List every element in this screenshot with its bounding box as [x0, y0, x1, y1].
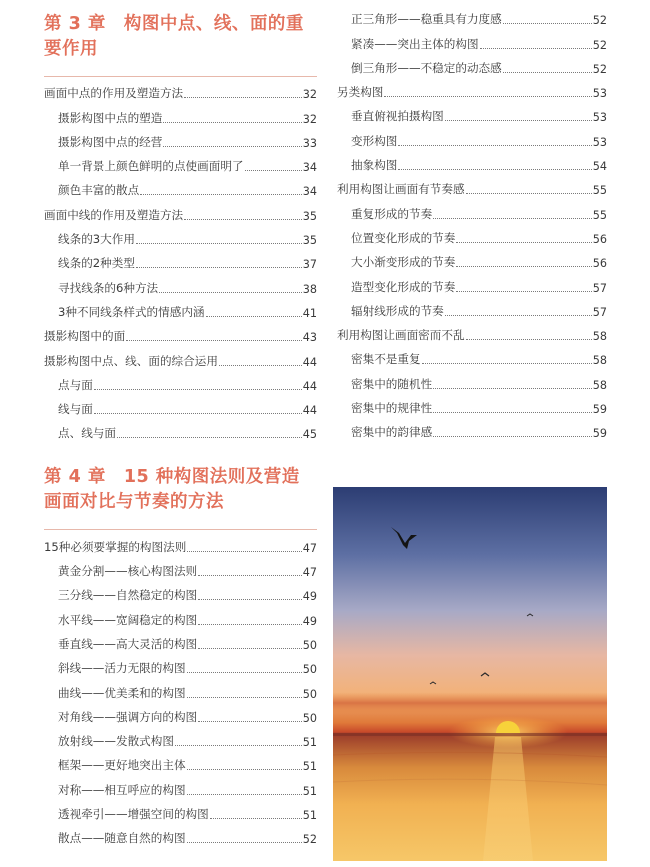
- chapter-4-title-line1: 第 4 章 15 种构图法则及营造: [44, 467, 300, 488]
- sunset-illustration: [333, 487, 607, 861]
- toc-entry-title: 垂直俯视拍摄构图: [351, 109, 444, 124]
- toc-entry-title: 曲线——优美柔和的构图: [58, 685, 186, 700]
- sky: [333, 487, 607, 861]
- toc-entry: [44, 126, 317, 150]
- toc-entry: [337, 3, 607, 27]
- toc-entry: [44, 555, 317, 579]
- toc-entry: [44, 198, 317, 222]
- toc-entry-title: 寻找线条的6种方法: [58, 280, 159, 295]
- toc-leader-dots: [163, 121, 301, 123]
- toc-page-number: 58: [592, 378, 607, 392]
- toc-entry-title: 单一背景上颜色鲜明的点使画面明了: [58, 159, 244, 174]
- toc-page-number: 32: [302, 88, 317, 102]
- toc-entry-title: 线与面: [58, 402, 93, 417]
- toc-page-number: 55: [592, 208, 607, 222]
- toc-leader-dots: [198, 574, 302, 576]
- toc-page-number: 45: [302, 428, 317, 442]
- toc-entry-title: 倒三角形——不稳定的动态感: [351, 60, 502, 75]
- toc-entry: [337, 367, 607, 391]
- toc-leader-dots: [503, 71, 592, 73]
- toc-entry: [44, 393, 317, 417]
- toc-page-number: 35: [302, 234, 317, 248]
- toc-entry-title: 另类构图: [337, 85, 384, 100]
- toc-leader-dots: [140, 193, 302, 195]
- toc-leader-dots: [198, 720, 302, 722]
- toc-leader-dots: [184, 218, 302, 220]
- toc-entry-title: 线条的3大作用: [58, 232, 135, 247]
- toc-page-number: 35: [302, 209, 317, 223]
- toc-leader-dots: [245, 169, 302, 171]
- toc-entry: [44, 725, 317, 749]
- toc-leader-dots: [94, 388, 302, 390]
- toc-leader-dots: [206, 315, 302, 317]
- toc-entry-title: 3种不同线条样式的情感内涵: [58, 304, 205, 319]
- toc-entry: [337, 343, 607, 367]
- toc-entry-title: 密集中的随机性: [351, 376, 433, 391]
- toc-leader-dots: [398, 144, 591, 146]
- toc-entry-title: 抽象构图: [351, 158, 398, 173]
- toc-leader-dots: [94, 412, 302, 414]
- chapter-4-toc: [44, 530, 317, 846]
- toc-entry: [337, 149, 607, 173]
- toc-entry-title: 三分线——自然稳定的构图: [58, 588, 198, 603]
- toc-entry-title: 水平线——宽阔稳定的构图: [58, 612, 198, 627]
- toc-leader-dots: [187, 550, 301, 552]
- toc-entry: [337, 52, 607, 76]
- toc-entry-title: 画面中点的作用及塑造方法: [44, 86, 184, 101]
- toc-page-number: 44: [302, 404, 317, 418]
- toc-entry-title: 对角线——强调方向的构图: [58, 709, 198, 724]
- toc-page-number: 54: [592, 160, 607, 174]
- toc-entry-title: 画面中线的作用及塑造方法: [44, 207, 184, 222]
- toc-entry-title: 利用构图让画面有节奏感: [337, 182, 465, 197]
- toc-page-number: 44: [302, 379, 317, 393]
- toc-entry-title: 密集中的规律性: [351, 401, 433, 416]
- toc-page-number: 38: [302, 282, 317, 296]
- toc-page-number: 49: [302, 590, 317, 604]
- toc-page-number: 32: [302, 112, 317, 126]
- toc-entry-title: 15种必须要掌握的构图法则: [44, 539, 187, 554]
- toc-leader-dots: [466, 338, 592, 340]
- toc-page-number: 56: [592, 232, 607, 246]
- toc-leader-dots: [445, 314, 592, 316]
- toc-page-number: 44: [302, 355, 317, 369]
- toc-entry: [337, 27, 607, 51]
- horizon: [333, 733, 607, 736]
- toc-page-number: 51: [302, 809, 317, 823]
- toc-page-number: 34: [302, 185, 317, 199]
- toc-leader-dots: [433, 217, 592, 219]
- toc-page-number: 53: [592, 111, 607, 125]
- toc-entry: [337, 416, 607, 440]
- toc-entry: [44, 749, 317, 773]
- toc-leader-dots: [136, 242, 302, 244]
- toc-entry: [337, 173, 607, 197]
- toc-entry: [44, 247, 317, 271]
- chapter-3-title-line1: 第 3 章 构图中点、线、面的重: [44, 14, 304, 34]
- toc-leader-dots: [456, 241, 591, 243]
- chapter-4-title: [44, 465, 317, 515]
- toc-entry: [44, 701, 317, 725]
- toc-page-number: 59: [592, 427, 607, 441]
- toc-leader-dots: [159, 291, 302, 293]
- toc-page-number: 49: [302, 614, 317, 628]
- toc-entry: [44, 150, 317, 174]
- toc-page-number: 55: [592, 184, 607, 198]
- toc-leader-dots: [219, 364, 302, 366]
- toc-entry: [44, 223, 317, 247]
- toc-entry-title: 黄金分割——核心构图法则: [58, 564, 198, 579]
- toc-page-number: 34: [302, 161, 317, 175]
- toc-page-number: 53: [592, 87, 607, 101]
- toc-leader-dots: [433, 435, 592, 437]
- toc-leader-dots: [198, 647, 302, 649]
- toc-entry: [44, 369, 317, 393]
- toc-page-number: 52: [302, 833, 317, 847]
- toc-page-number: 47: [302, 541, 317, 555]
- toc-entry-title: 散点——随意自然的构图: [58, 831, 186, 846]
- toc-leader-dots: [184, 96, 302, 98]
- toc-page-number: 52: [592, 62, 607, 76]
- toc-entry-title: 正三角形——稳重具有力度感: [351, 12, 502, 27]
- toc-entry: [44, 271, 317, 295]
- toc-leader-dots: [187, 696, 302, 698]
- toc-leader-dots: [198, 623, 302, 625]
- toc-leader-dots: [398, 168, 591, 170]
- toc-entry: [44, 344, 317, 368]
- toc-leader-dots: [136, 266, 302, 268]
- toc-entry-title: 位置变化形成的节奏: [351, 230, 456, 245]
- toc-leader-dots: [445, 119, 592, 121]
- toc-page-number: 50: [302, 687, 317, 701]
- toc-leader-dots: [422, 362, 592, 364]
- toc-leader-dots: [466, 192, 592, 194]
- chapter-3-title-line2: 要作用: [44, 39, 98, 59]
- toc-page-number: 59: [592, 403, 607, 417]
- toc-entry-title: 大小渐变形成的节奏: [351, 255, 456, 270]
- toc-entry-title: 摄影构图中点的塑造: [58, 110, 163, 125]
- toc-entry-title: 点、线与面: [58, 426, 116, 441]
- toc-leader-dots: [126, 339, 302, 341]
- chapter-3-title: [44, 12, 317, 62]
- toc-entry: [44, 579, 317, 603]
- toc-entry-title: 密集不是重复: [351, 352, 421, 367]
- chapter-4-title-line2: 画面对比与节奏的方法: [44, 492, 224, 513]
- toc-entry: [337, 124, 607, 148]
- toc-entry: [44, 174, 317, 198]
- toc-entry-title: 紧凑——突出主体的构图: [351, 36, 479, 51]
- toc-entry-title: 垂直线——高大灵活的构图: [58, 636, 198, 651]
- toc-entry-title: 透视牵引——增强空间的构图: [58, 807, 209, 822]
- toc-entry-title: 斜线——活力无限的构图: [58, 661, 186, 676]
- toc-entry: [44, 417, 317, 441]
- toc-page-number: 52: [592, 38, 607, 52]
- toc-entry-title: 利用构图让画面密而不乱: [337, 328, 465, 343]
- toc-page-number: 58: [592, 354, 607, 368]
- toc-leader-dots: [456, 290, 591, 292]
- toc-entry-title: 摄影构图中的面: [44, 329, 126, 344]
- toc-entry-title: 密集中的韵律感: [351, 425, 433, 440]
- toc-leader-dots: [210, 817, 302, 819]
- toc-page-number: 51: [302, 736, 317, 750]
- toc-entry: [44, 798, 317, 822]
- toc-entry: [44, 603, 317, 627]
- toc-leader-dots: [433, 411, 592, 413]
- toc-leader-dots: [175, 744, 302, 746]
- toc-leader-dots: [187, 793, 302, 795]
- cloud-band: [333, 692, 607, 714]
- toc-page-number: 50: [302, 711, 317, 725]
- toc-leader-dots: [384, 95, 591, 97]
- toc-page-number: 43: [302, 331, 317, 345]
- toc-page-number: 53: [592, 135, 607, 149]
- toc-entry: [44, 530, 317, 554]
- toc-leader-dots: [503, 22, 592, 24]
- toc-entry-title: 线条的2种类型: [58, 256, 135, 271]
- toc-entry: [337, 246, 607, 270]
- toc-page-number: 50: [302, 663, 317, 677]
- toc-page-number: 51: [302, 760, 317, 774]
- toc-page-number: 50: [302, 638, 317, 652]
- toc-entry: [44, 676, 317, 700]
- toc-entry: [44, 652, 317, 676]
- toc-page-number: 58: [592, 330, 607, 344]
- toc-entry: [44, 77, 317, 101]
- toc-page-number: 51: [302, 784, 317, 798]
- toc-page-number: 33: [302, 136, 317, 150]
- toc-entry: [44, 296, 317, 320]
- toc-leader-dots: [187, 841, 302, 843]
- toc-entry-title: 造型变化形成的节奏: [351, 279, 456, 294]
- toc-entry-title: 重复形成的节奏: [351, 206, 433, 221]
- toc-entry: [337, 76, 607, 100]
- toc-entry: [44, 773, 317, 797]
- toc-leader-dots: [433, 387, 592, 389]
- toc-page-number: 57: [592, 281, 607, 295]
- toc-leader-dots: [480, 47, 592, 49]
- right-toc: [337, 3, 607, 440]
- toc-entry-title: 摄影构图中点的经营: [58, 134, 163, 149]
- toc-page-number: 47: [302, 566, 317, 580]
- toc-entry: [337, 319, 607, 343]
- toc-entry-title: 对称——相互呼应的构图: [58, 782, 186, 797]
- toc-page-number: 57: [592, 305, 607, 319]
- toc-entry-title: 颜色丰富的散点: [58, 183, 140, 198]
- toc-page-number: 41: [302, 306, 317, 320]
- toc-entry-title: 辐射线形成的节奏: [351, 303, 444, 318]
- toc-entry: [44, 320, 317, 344]
- toc-entry: [44, 628, 317, 652]
- toc-entry-title: 变形构图: [351, 133, 398, 148]
- toc-entry: [337, 222, 607, 246]
- toc-entry-title: 放射线——发散式构图: [58, 734, 174, 749]
- toc-entry: [337, 100, 607, 124]
- toc-page-number: 56: [592, 257, 607, 271]
- toc-entry-title: 摄影构图中点、线、面的综合运用: [44, 353, 218, 368]
- toc-entry: [337, 197, 607, 221]
- toc-leader-dots: [187, 768, 302, 770]
- toc-entry: [337, 270, 607, 294]
- toc-entry-title: 点与面: [58, 377, 93, 392]
- toc-page-number: 37: [302, 258, 317, 272]
- toc-leader-dots: [163, 145, 301, 147]
- toc-leader-dots: [198, 598, 302, 600]
- toc-entry: [337, 295, 607, 319]
- toc-page-number: 52: [592, 14, 607, 28]
- left-column: [44, 0, 317, 846]
- sunset-photo: [333, 487, 607, 861]
- right-column: [337, 0, 607, 440]
- toc-leader-dots: [187, 671, 302, 673]
- toc-entry: [44, 822, 317, 846]
- toc-entry: [337, 392, 607, 416]
- toc-leader-dots: [456, 265, 591, 267]
- toc-leader-dots: [117, 436, 302, 438]
- toc-entry: [44, 101, 317, 125]
- toc-entry-title: 框架——更好地突出主体: [58, 758, 186, 773]
- chapter-3-toc: [44, 77, 317, 441]
